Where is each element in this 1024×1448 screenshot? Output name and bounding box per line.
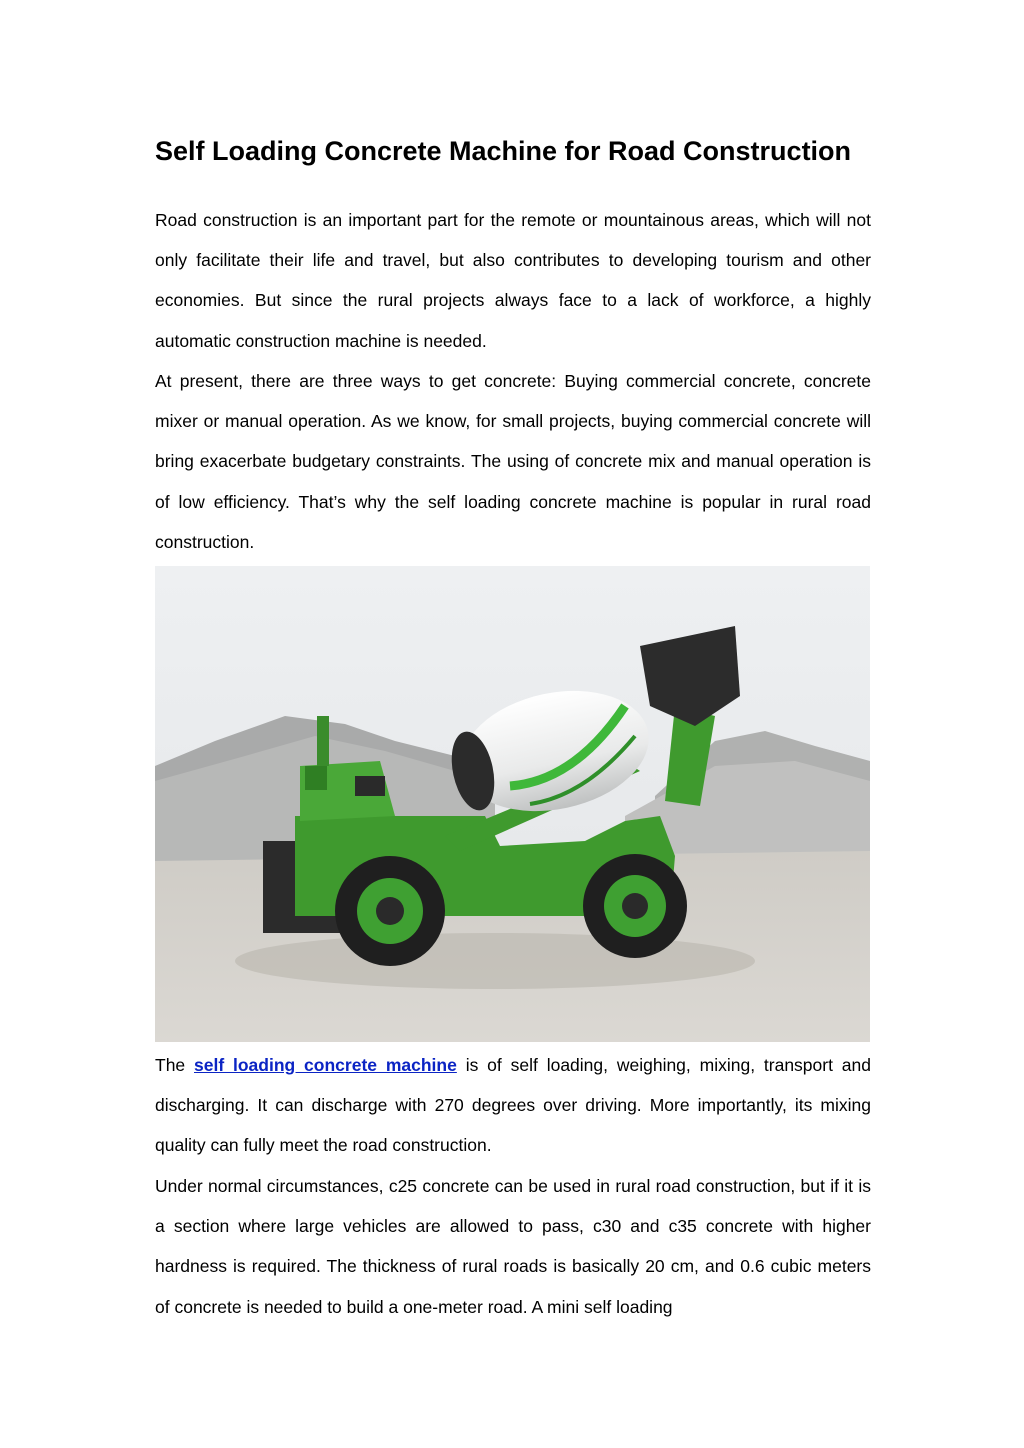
paragraph-machine-features	[155, 1045, 871, 1166]
paragraph3-before: The	[155, 1055, 194, 1075]
machine-photo	[155, 566, 870, 1042]
paragraph-concrete-grades: Under normal circumstances, c25 concrete can be used in rural road construction, but if it is a section where large vehicles are allowed to pass, c30 and c35 concrete with higher hardness is required. The thickness of rural roads is basically 20 cm, and 0.6 cubic meters of concrete is needed to build a one-meter road. A mini self loading	[155, 1176, 871, 1317]
page-title: Self Loading Concrete Machine for Road Construction	[155, 136, 852, 166]
self-loading-concrete-machine-link[interactable]: self loading concrete machine	[194, 1055, 457, 1075]
paragraph3-after: is of self loading, weighing, mixing, transport and discharging. It can discharge with 270 degrees over driving. More importantly, its mixing quality can fully meet the road construction.	[155, 1055, 871, 1156]
paragraph-ways-to-get-concrete: At present, there are three ways to get concrete: Buying commercial concrete, concrete mixer or manual operation. As we know, for small projects, buying commercial concrete will bring exacerbate budgetary constraints. The using of concrete mix and manual operation is of low efficiency. That’s why the self loading concrete machine is popular in rural road construction.	[155, 371, 871, 552]
paragraph-intro: Road construction is an important part for the remote or mountainous areas, which will not only facilitate their life and travel, but also contributes to developing tourism and other economies. But since the rural projects always face to a lack of workforce, a highly automatic construction machine is needed.	[155, 210, 871, 351]
